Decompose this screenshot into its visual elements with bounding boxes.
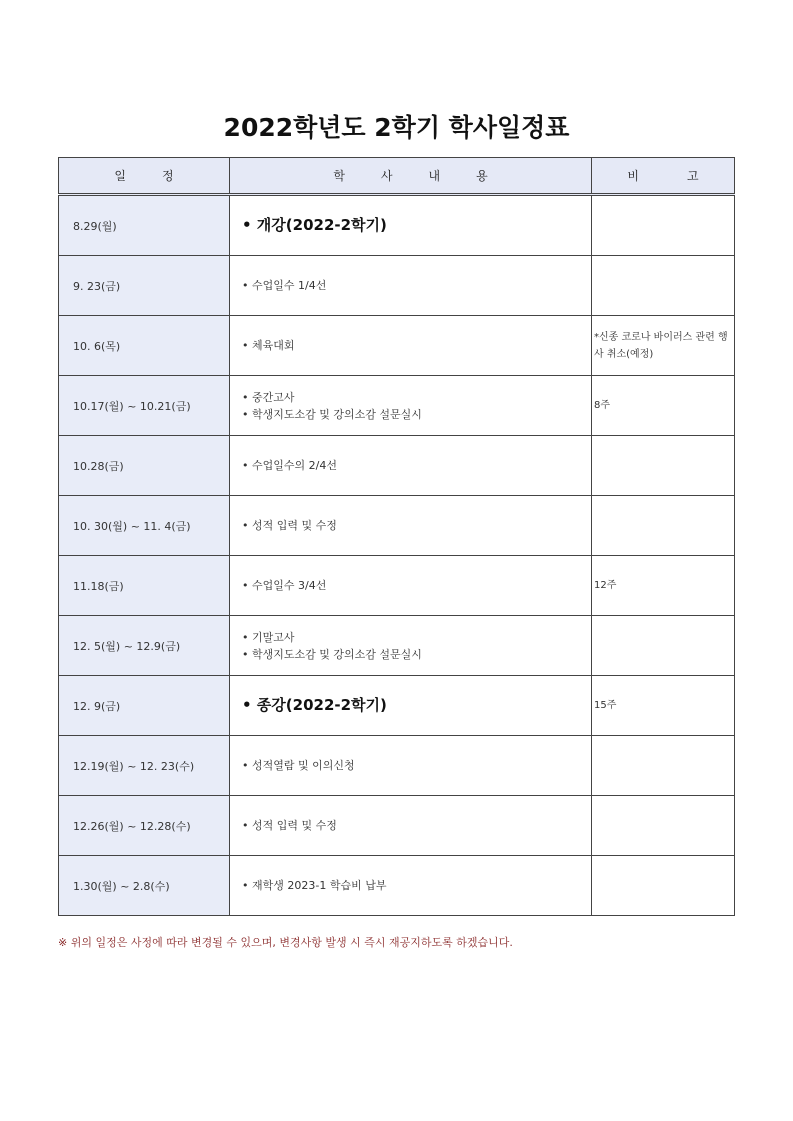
row-note: [592, 436, 735, 496]
table-row: [59, 496, 735, 556]
content-line: • 체육대회: [242, 339, 295, 352]
table-row: [59, 736, 735, 796]
row-date: 11.18(금): [59, 556, 230, 616]
schedule-body: [59, 195, 735, 916]
row-note: 15주: [592, 676, 735, 736]
row-content: [230, 856, 592, 916]
table-row: [59, 436, 735, 496]
row-content: [230, 496, 592, 556]
row-note: [592, 496, 735, 556]
content-line: • 성적 입력 및 수정: [242, 819, 337, 832]
content-line: • 개강(2022-2학기): [242, 216, 387, 234]
content-line: • 종강(2022-2학기): [242, 696, 387, 714]
table-row: [59, 316, 735, 376]
content-line: • 기말고사: [242, 630, 295, 644]
header-note: 비 고: [592, 158, 735, 195]
row-note: [592, 195, 735, 256]
row-note: [592, 856, 735, 916]
row-content: [230, 796, 592, 856]
content-line: • 학생지도소감 및 강의소감 설문실시: [242, 407, 422, 421]
row-date: 8.29(월): [59, 195, 230, 256]
row-note: [592, 256, 735, 316]
content-line: • 수업일수 3/4선: [242, 579, 327, 592]
row-content: [230, 316, 592, 376]
row-date: 10. 30(월) ~ 11. 4(금): [59, 496, 230, 556]
row-content: [230, 256, 592, 316]
row-date: 10. 6(목): [59, 316, 230, 376]
row-date: 12.26(월) ~ 12.28(수): [59, 796, 230, 856]
table-row: [59, 256, 735, 316]
row-content: [230, 676, 592, 736]
row-content: [230, 616, 592, 676]
table-row: [59, 195, 735, 256]
row-content: [230, 556, 592, 616]
content-line: • 수업일수의 2/4선: [242, 459, 337, 472]
schedule-table: [58, 157, 735, 916]
row-date: 12. 5(월) ~ 12.9(금): [59, 616, 230, 676]
row-note: [592, 736, 735, 796]
content-line: • 재학생 2023-1 학습비 납부: [242, 879, 387, 892]
table-row: [59, 556, 735, 616]
row-date: 12.19(월) ~ 12. 23(수): [59, 736, 230, 796]
row-content: [230, 736, 592, 796]
row-note: [592, 796, 735, 856]
row-content: [230, 195, 592, 256]
content-line: • 학생지도소감 및 강의소감 설문실시: [242, 647, 422, 661]
table-row: [59, 796, 735, 856]
row-date: 10.28(금): [59, 436, 230, 496]
row-date: 10.17(월) ~ 10.21(금): [59, 376, 230, 436]
header-date: 일 정: [59, 158, 230, 195]
row-note: 8주: [592, 376, 735, 436]
row-date: 12. 9(금): [59, 676, 230, 736]
content-line: • 수업일수 1/4선: [242, 279, 327, 292]
row-note: [592, 616, 735, 676]
row-content: [230, 436, 592, 496]
row-note: *신종 코로나 바이러스 관련 행사 취소(예정): [592, 316, 735, 376]
row-date: 1.30(월) ~ 2.8(수): [59, 856, 230, 916]
row-content: [230, 376, 592, 436]
table-row: [59, 856, 735, 916]
content-line: • 성적 입력 및 수정: [242, 519, 337, 532]
table-row: [59, 376, 735, 436]
table-row: [59, 616, 735, 676]
footer-note: ※ 위의 일정은 사정에 따라 변경될 수 있으며, 변경사항 발생 시 즉시 재공지하도록 하겠습니다.: [58, 936, 513, 949]
header-row: [59, 158, 735, 195]
table-row: [59, 676, 735, 736]
page-title: 2022학년도 2학기 학사일정표: [223, 113, 570, 142]
row-date: 9. 23(금): [59, 256, 230, 316]
content-line: • 중간고사: [242, 390, 295, 404]
row-note: 12주: [592, 556, 735, 616]
content-line: • 성적열람 및 이의신청: [242, 759, 355, 772]
header-content: 학 사 내 용: [230, 158, 592, 195]
